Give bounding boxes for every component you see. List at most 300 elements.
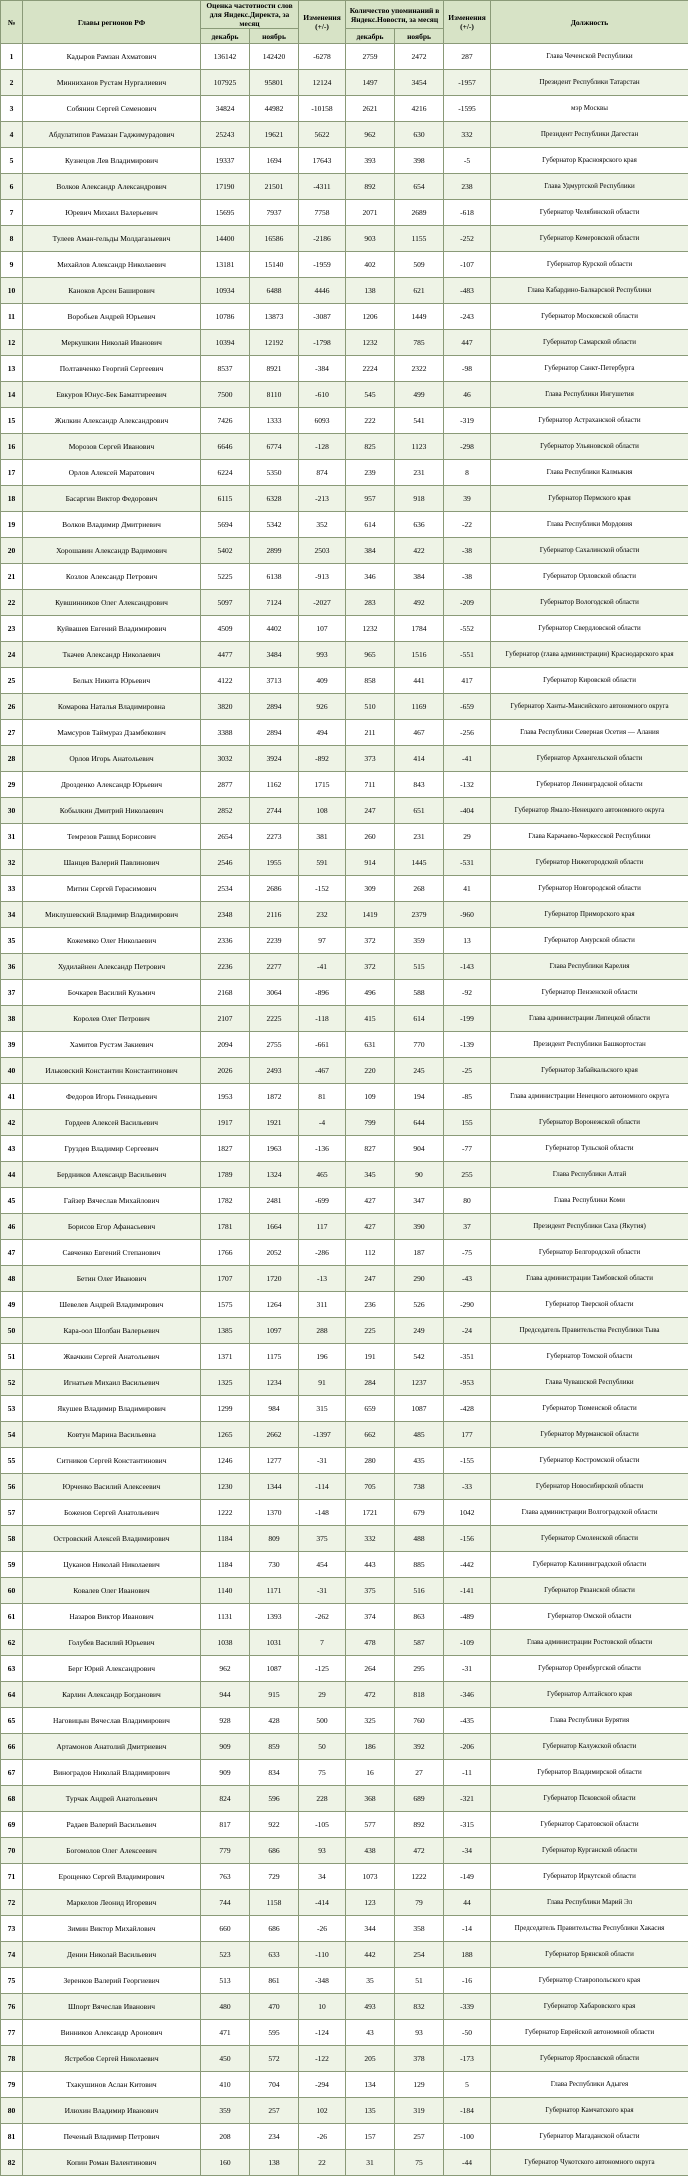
position-cell: Губернатор Хабаровского края <box>491 1994 688 2020</box>
wordstat-december-cell: 1184 <box>201 1552 250 1578</box>
row-number-cell: 47 <box>1 1240 23 1266</box>
wordstat-december-cell: 160 <box>201 2150 250 2176</box>
table-row <box>1 1838 688 1864</box>
wordstat-november-cell: 1031 <box>250 1630 299 1656</box>
news-change-cell: -319 <box>444 408 491 434</box>
news-november-cell: 630 <box>395 122 444 148</box>
news-november-cell: 614 <box>395 1006 444 1032</box>
news-november-cell: 1237 <box>395 1370 444 1396</box>
wordstat-change-cell: 107 <box>299 616 346 642</box>
row-number-cell: 58 <box>1 1526 23 1552</box>
head-name-cell: Хамитов Рустэм Закиевич <box>23 1032 201 1058</box>
position-cell: Глава Республики Коми <box>491 1188 688 1214</box>
position-cell: Глава Удмуртской Республики <box>491 174 688 200</box>
news-december-cell: 1206 <box>346 304 395 330</box>
row-number-cell: 60 <box>1 1578 23 1604</box>
news-december-cell: 205 <box>346 2046 395 2072</box>
head-name-cell: Меркушкин Николай Иванович <box>23 330 201 356</box>
position-cell: Губернатор Новгородской области <box>491 876 688 902</box>
news-december-cell: 1721 <box>346 1500 395 1526</box>
wordstat-november-cell: 2116 <box>250 902 299 928</box>
news-december-cell: 264 <box>346 1656 395 1682</box>
news-change-cell: -243 <box>444 304 491 330</box>
wordstat-december-cell: 1325 <box>201 1370 250 1396</box>
wordstat-november-cell: 428 <box>250 1708 299 1734</box>
wordstat-november-cell: 3713 <box>250 668 299 694</box>
wordstat-december-cell: 909 <box>201 1760 250 1786</box>
row-number-cell: 72 <box>1 1890 23 1916</box>
wordstat-december-cell: 1265 <box>201 1422 250 1448</box>
head-name-cell: Ерощенко Сергей Владимирович <box>23 1864 201 1890</box>
wordstat-change-cell: 75 <box>299 1760 346 1786</box>
position-cell: Губернатор Орловской области <box>491 564 688 590</box>
wordstat-december-cell: 1385 <box>201 1318 250 1344</box>
wordstat-change-cell: 81 <box>299 1084 346 1110</box>
news-december-cell: 478 <box>346 1630 395 1656</box>
wordstat-december-cell: 779 <box>201 1838 250 1864</box>
position-cell: Губернатор Нижегородской области <box>491 850 688 876</box>
head-name-cell: Худилайнен Александр Петрович <box>23 954 201 980</box>
wordstat-december-cell: 1766 <box>201 1240 250 1266</box>
head-name-cell: Островский Алексей Владимирович <box>23 1526 201 1552</box>
wordstat-change-cell: -10158 <box>299 96 346 122</box>
wordstat-november-cell: 7937 <box>250 200 299 226</box>
wordstat-december-cell: 2107 <box>201 1006 250 1032</box>
news-change-cell: -14 <box>444 1916 491 1942</box>
row-number-cell: 64 <box>1 1682 23 1708</box>
row-number-cell: 41 <box>1 1084 23 1110</box>
wordstat-november-cell: 1921 <box>250 1110 299 1136</box>
table-row <box>1 590 688 616</box>
news-change-cell: -489 <box>444 1604 491 1630</box>
table-row <box>1 1136 688 1162</box>
wordstat-december-cell: 944 <box>201 1682 250 1708</box>
news-december-cell: 1232 <box>346 330 395 356</box>
row-number-cell: 56 <box>1 1474 23 1500</box>
news-december-cell: 138 <box>346 278 395 304</box>
wordstat-december-cell: 10934 <box>201 278 250 304</box>
wordstat-change-cell: 7 <box>299 1630 346 1656</box>
news-november-cell: 863 <box>395 1604 444 1630</box>
row-number-cell: 5 <box>1 148 23 174</box>
head-name-cell: Гордеев Алексей Васильевич <box>23 1110 201 1136</box>
position-cell: Губернатор Алтайского края <box>491 1682 688 1708</box>
head-name-cell: Ситников Сергей Константинович <box>23 1448 201 1474</box>
wordstat-change-cell: 6093 <box>299 408 346 434</box>
news-change-cell: -43 <box>444 1266 491 1292</box>
row-number-cell: 27 <box>1 720 23 746</box>
news-december-cell: 957 <box>346 486 395 512</box>
head-name-cell: Комарова Наталья Владимировна <box>23 694 201 720</box>
head-name-cell: Бердников Александр Васильевич <box>23 1162 201 1188</box>
wordstat-change-cell: 7758 <box>299 200 346 226</box>
wordstat-change-cell: 1715 <box>299 772 346 798</box>
news-change-cell: -149 <box>444 1864 491 1890</box>
row-number-cell: 31 <box>1 824 23 850</box>
head-name-cell: Митин Сергей Герасимович <box>23 876 201 902</box>
head-name-cell: Полтавченко Георгий Сергеевич <box>23 356 201 382</box>
row-number-cell: 54 <box>1 1422 23 1448</box>
position-cell: Губернатор Омской области <box>491 1604 688 1630</box>
wordstat-december-cell: 25243 <box>201 122 250 148</box>
wordstat-december-cell: 7500 <box>201 382 250 408</box>
wordstat-december-cell: 1246 <box>201 1448 250 1474</box>
position-cell: Губернатор Саратовской области <box>491 1812 688 1838</box>
wordstat-december-cell: 471 <box>201 2020 250 2046</box>
position-cell: Губернатор Томской области <box>491 1344 688 1370</box>
head-name-cell: Богомолов Олег Алексеевич <box>23 1838 201 1864</box>
head-name-cell: Миклушевский Владимир Владимирович <box>23 902 201 928</box>
news-change-cell: -100 <box>444 2124 491 2150</box>
news-december-cell: 225 <box>346 1318 395 1344</box>
news-change-cell: -34 <box>444 1838 491 1864</box>
wordstat-december-cell: 7426 <box>201 408 250 434</box>
news-change-cell: -351 <box>444 1344 491 1370</box>
wordstat-november-cell: 257 <box>250 2098 299 2124</box>
news-november-cell: 390 <box>395 1214 444 1240</box>
wordstat-december-cell: 10786 <box>201 304 250 330</box>
news-december-cell: 109 <box>346 1084 395 1110</box>
position-cell: Губернатор Тюменской области <box>491 1396 688 1422</box>
row-number-cell: 48 <box>1 1266 23 1292</box>
news-change-cell: -1595 <box>444 96 491 122</box>
head-name-cell: Кобылкин Дмитрий Николаевич <box>23 798 201 824</box>
wordstat-change-cell: -294 <box>299 2072 346 2098</box>
wordstat-november-cell: 2744 <box>250 798 299 824</box>
row-number-cell: 67 <box>1 1760 23 1786</box>
wordstat-december-cell: 2168 <box>201 980 250 1006</box>
table-row <box>1 1526 688 1552</box>
wordstat-change-cell: 29 <box>299 1682 346 1708</box>
wordstat-change-cell: -2186 <box>299 226 346 252</box>
news-november-cell: 359 <box>395 928 444 954</box>
news-november-cell: 467 <box>395 720 444 746</box>
wordstat-change-cell: -148 <box>299 1500 346 1526</box>
wordstat-november-cell: 1158 <box>250 1890 299 1916</box>
news-november-cell: 319 <box>395 2098 444 2124</box>
row-number-cell: 75 <box>1 1968 23 1994</box>
wordstat-december-cell: 1140 <box>201 1578 250 1604</box>
news-november-cell: 187 <box>395 1240 444 1266</box>
wordstat-december-cell: 5225 <box>201 564 250 590</box>
news-change-cell: -143 <box>444 954 491 980</box>
news-november-cell: 249 <box>395 1318 444 1344</box>
news-change-cell: -173 <box>444 2046 491 2072</box>
news-november-cell: 254 <box>395 1942 444 1968</box>
row-number-cell: 20 <box>1 538 23 564</box>
wordstat-november-cell: 6328 <box>250 486 299 512</box>
wordstat-november-cell: 234 <box>250 2124 299 2150</box>
wordstat-december-cell: 2348 <box>201 902 250 928</box>
head-name-cell: Копин Роман Валентинович <box>23 2150 201 2176</box>
news-december-cell: 325 <box>346 1708 395 1734</box>
wordstat-change-cell: 232 <box>299 902 346 928</box>
news-december-cell: 577 <box>346 1812 395 1838</box>
row-number-cell: 40 <box>1 1058 23 1084</box>
news-november-cell: 472 <box>395 1838 444 1864</box>
news-change-cell: -25 <box>444 1058 491 1084</box>
position-cell: Губернатор Мурманской области <box>491 1422 688 1448</box>
news-december-cell: 1073 <box>346 1864 395 1890</box>
wordstat-november-cell: 686 <box>250 1838 299 1864</box>
row-number-cell: 21 <box>1 564 23 590</box>
header-name: Главы регионов РФ <box>23 1 201 44</box>
header-num: № <box>1 1 23 44</box>
row-number-cell: 34 <box>1 902 23 928</box>
news-december-cell: 220 <box>346 1058 395 1084</box>
wordstat-december-cell: 450 <box>201 2046 250 2072</box>
position-cell: Губернатор Рязанской области <box>491 1578 688 1604</box>
wordstat-november-cell: 834 <box>250 1760 299 1786</box>
news-november-cell: 542 <box>395 1344 444 1370</box>
head-name-cell: Карлин Александр Богданович <box>23 1682 201 1708</box>
wordstat-december-cell: 1707 <box>201 1266 250 1292</box>
news-change-cell: -92 <box>444 980 491 1006</box>
row-number-cell: 62 <box>1 1630 23 1656</box>
wordstat-change-cell: 311 <box>299 1292 346 1318</box>
news-december-cell: 384 <box>346 538 395 564</box>
head-name-cell: Артамонов Анатолий Дмитриевич <box>23 1734 201 1760</box>
table-row <box>1 408 688 434</box>
row-number-cell: 16 <box>1 434 23 460</box>
news-november-cell: 1087 <box>395 1396 444 1422</box>
head-name-cell: Жилкин Александр Александрович <box>23 408 201 434</box>
wordstat-november-cell: 142420 <box>250 44 299 70</box>
wordstat-december-cell: 410 <box>201 2072 250 2098</box>
wordstat-change-cell: 874 <box>299 460 346 486</box>
news-change-cell: 29 <box>444 824 491 850</box>
wordstat-december-cell: 2654 <box>201 824 250 850</box>
table-row <box>1 1006 688 1032</box>
table-row <box>1 668 688 694</box>
news-change-cell: 5 <box>444 2072 491 2098</box>
wordstat-change-cell: -26 <box>299 1916 346 1942</box>
position-cell: Губернатор Кемеровской области <box>491 226 688 252</box>
wordstat-november-cell: 19621 <box>250 122 299 148</box>
table-row <box>1 1968 688 1994</box>
subheader-nov-wordstat: ноябрь <box>250 29 299 44</box>
table-row <box>1 382 688 408</box>
news-change-cell: -206 <box>444 1734 491 1760</box>
wordstat-november-cell: 1234 <box>250 1370 299 1396</box>
news-december-cell: 825 <box>346 434 395 460</box>
wordstat-change-cell: -262 <box>299 1604 346 1630</box>
wordstat-change-cell: -414 <box>299 1890 346 1916</box>
head-name-cell: Бетин Олег Иванович <box>23 1266 201 1292</box>
table-row <box>1 1370 688 1396</box>
wordstat-november-cell: 1171 <box>250 1578 299 1604</box>
news-november-cell: 1449 <box>395 304 444 330</box>
position-cell: Губернатор Сахалинской области <box>491 538 688 564</box>
wordstat-change-cell: -4 <box>299 1110 346 1136</box>
wordstat-november-cell: 138 <box>250 2150 299 2176</box>
news-december-cell: 373 <box>346 746 395 772</box>
news-november-cell: 384 <box>395 564 444 590</box>
wordstat-december-cell: 3388 <box>201 720 250 746</box>
table-row <box>1 1656 688 1682</box>
subheader-dec-wordstat: декабрь <box>201 29 250 44</box>
news-november-cell: 892 <box>395 1812 444 1838</box>
row-number-cell: 78 <box>1 2046 23 2072</box>
news-change-cell: -75 <box>444 1240 491 1266</box>
wordstat-change-cell: -3087 <box>299 304 346 330</box>
table-row <box>1 928 688 954</box>
wordstat-november-cell: 1277 <box>250 1448 299 1474</box>
table-row <box>1 330 688 356</box>
position-cell: Губернатор Курганской области <box>491 1838 688 1864</box>
table-row <box>1 1500 688 1526</box>
wordstat-november-cell: 686 <box>250 1916 299 1942</box>
news-december-cell: 260 <box>346 824 395 850</box>
news-change-cell: -16 <box>444 1968 491 1994</box>
wordstat-december-cell: 136142 <box>201 44 250 70</box>
position-cell: Председатель Правительства Республики Хакасия <box>491 1916 688 1942</box>
news-december-cell: 2759 <box>346 44 395 70</box>
news-november-cell: 3454 <box>395 70 444 96</box>
head-name-cell: Шпорт Вячеслав Иванович <box>23 1994 201 2020</box>
row-number-cell: 74 <box>1 1942 23 1968</box>
head-name-cell: Юревич Михаил Валерьевич <box>23 200 201 226</box>
table-row <box>1 1864 688 1890</box>
wordstat-november-cell: 704 <box>250 2072 299 2098</box>
wordstat-december-cell: 2236 <box>201 954 250 980</box>
row-number-cell: 17 <box>1 460 23 486</box>
wordstat-change-cell: 591 <box>299 850 346 876</box>
head-name-cell: Ильковский Константин Константинович <box>23 1058 201 1084</box>
wordstat-december-cell: 4477 <box>201 642 250 668</box>
wordstat-december-cell: 1575 <box>201 1292 250 1318</box>
head-name-cell: Воробьев Андрей Юрьевич <box>23 304 201 330</box>
news-november-cell: 587 <box>395 1630 444 1656</box>
news-december-cell: 134 <box>346 2072 395 2098</box>
news-change-cell: -33 <box>444 1474 491 1500</box>
wordstat-november-cell: 2493 <box>250 1058 299 1084</box>
row-number-cell: 82 <box>1 2150 23 2176</box>
wordstat-december-cell: 208 <box>201 2124 250 2150</box>
wordstat-november-cell: 1955 <box>250 850 299 876</box>
news-december-cell: 827 <box>346 1136 395 1162</box>
wordstat-change-cell: 926 <box>299 694 346 720</box>
head-name-cell: Ковалев Олег Иванович <box>23 1578 201 1604</box>
wordstat-change-cell: -41 <box>299 954 346 980</box>
head-name-cell: Хорошавин Александр Вадимович <box>23 538 201 564</box>
row-number-cell: 66 <box>1 1734 23 1760</box>
wordstat-november-cell: 6138 <box>250 564 299 590</box>
news-december-cell: 858 <box>346 668 395 694</box>
news-november-cell: 492 <box>395 590 444 616</box>
table-row <box>1 512 688 538</box>
table-row <box>1 148 688 174</box>
table-row <box>1 96 688 122</box>
news-december-cell: 496 <box>346 980 395 1006</box>
head-name-cell: Борисов Егор Афанасьевич <box>23 1214 201 1240</box>
header-change-wordstat: Изменения (+/-) <box>299 1 346 44</box>
table-row <box>1 1084 688 1110</box>
head-name-cell: Орлов Алексей Маратович <box>23 460 201 486</box>
news-december-cell: 16 <box>346 1760 395 1786</box>
wordstat-november-cell: 2277 <box>250 954 299 980</box>
row-number-cell: 18 <box>1 486 23 512</box>
news-november-cell: 651 <box>395 798 444 824</box>
news-december-cell: 345 <box>346 1162 395 1188</box>
news-december-cell: 35 <box>346 1968 395 1994</box>
head-name-cell: Ястребов Сергей Николаевич <box>23 2046 201 2072</box>
wordstat-november-cell: 2899 <box>250 538 299 564</box>
wordstat-november-cell: 1664 <box>250 1214 299 1240</box>
wordstat-change-cell: -1959 <box>299 252 346 278</box>
wordstat-november-cell: 1324 <box>250 1162 299 1188</box>
row-number-cell: 51 <box>1 1344 23 1370</box>
head-name-cell: Минниханов Рустам Нургалиевич <box>23 70 201 96</box>
news-december-cell: 1232 <box>346 616 395 642</box>
head-name-cell: Илюхин Владимир Иванович <box>23 2098 201 2124</box>
wordstat-november-cell: 12192 <box>250 330 299 356</box>
wordstat-december-cell: 6115 <box>201 486 250 512</box>
wordstat-change-cell: 4446 <box>299 278 346 304</box>
news-change-cell: -141 <box>444 1578 491 1604</box>
news-november-cell: 541 <box>395 408 444 434</box>
news-december-cell: 2071 <box>346 200 395 226</box>
head-name-cell: Орлов Игорь Анатольевич <box>23 746 201 772</box>
wordstat-november-cell: 1720 <box>250 1266 299 1292</box>
news-december-cell: 135 <box>346 2098 395 2124</box>
wordstat-november-cell: 1264 <box>250 1292 299 1318</box>
news-december-cell: 309 <box>346 876 395 902</box>
news-december-cell: 112 <box>346 1240 395 1266</box>
news-december-cell: 211 <box>346 720 395 746</box>
news-december-cell: 247 <box>346 798 395 824</box>
wordstat-december-cell: 1222 <box>201 1500 250 1526</box>
news-december-cell: 284 <box>346 1370 395 1396</box>
table-row <box>1 486 688 512</box>
head-name-cell: Абдулатипов Рамазан Гаджимурадович <box>23 122 201 148</box>
wordstat-change-cell: -661 <box>299 1032 346 1058</box>
wordstat-november-cell: 2662 <box>250 1422 299 1448</box>
wordstat-change-cell: 375 <box>299 1526 346 1552</box>
news-november-cell: 2322 <box>395 356 444 382</box>
news-change-cell: 41 <box>444 876 491 902</box>
row-number-cell: 46 <box>1 1214 23 1240</box>
news-november-cell: 257 <box>395 2124 444 2150</box>
head-name-cell: Дрозденко Александр Юрьевич <box>23 772 201 798</box>
news-change-cell: 46 <box>444 382 491 408</box>
table-row <box>1 356 688 382</box>
news-change-cell: 37 <box>444 1214 491 1240</box>
wordstat-change-cell: -467 <box>299 1058 346 1084</box>
table-row <box>1 1734 688 1760</box>
wordstat-change-cell: -4311 <box>299 174 346 200</box>
table-row <box>1 200 688 226</box>
wordstat-november-cell: 1333 <box>250 408 299 434</box>
head-name-cell: Турчак Андрей Анатольевич <box>23 1786 201 1812</box>
wordstat-november-cell: 44982 <box>250 96 299 122</box>
row-number-cell: 2 <box>1 70 23 96</box>
news-change-cell: -531 <box>444 850 491 876</box>
wordstat-change-cell: 117 <box>299 1214 346 1240</box>
table-row <box>1 1032 688 1058</box>
wordstat-change-cell: 50 <box>299 1734 346 1760</box>
head-name-cell: Кара-оол Шолбан Валерьевич <box>23 1318 201 1344</box>
table-row <box>1 278 688 304</box>
row-number-cell: 79 <box>1 2072 23 2098</box>
head-name-cell: Зимин Виктор Михайлович <box>23 1916 201 1942</box>
news-november-cell: 770 <box>395 1032 444 1058</box>
position-cell: Президент Республики Башкортостан <box>491 1032 688 1058</box>
table-row <box>1 44 688 70</box>
wordstat-november-cell: 2894 <box>250 720 299 746</box>
table-row <box>1 1552 688 1578</box>
position-cell: Глава Республики Адыгея <box>491 2072 688 2098</box>
